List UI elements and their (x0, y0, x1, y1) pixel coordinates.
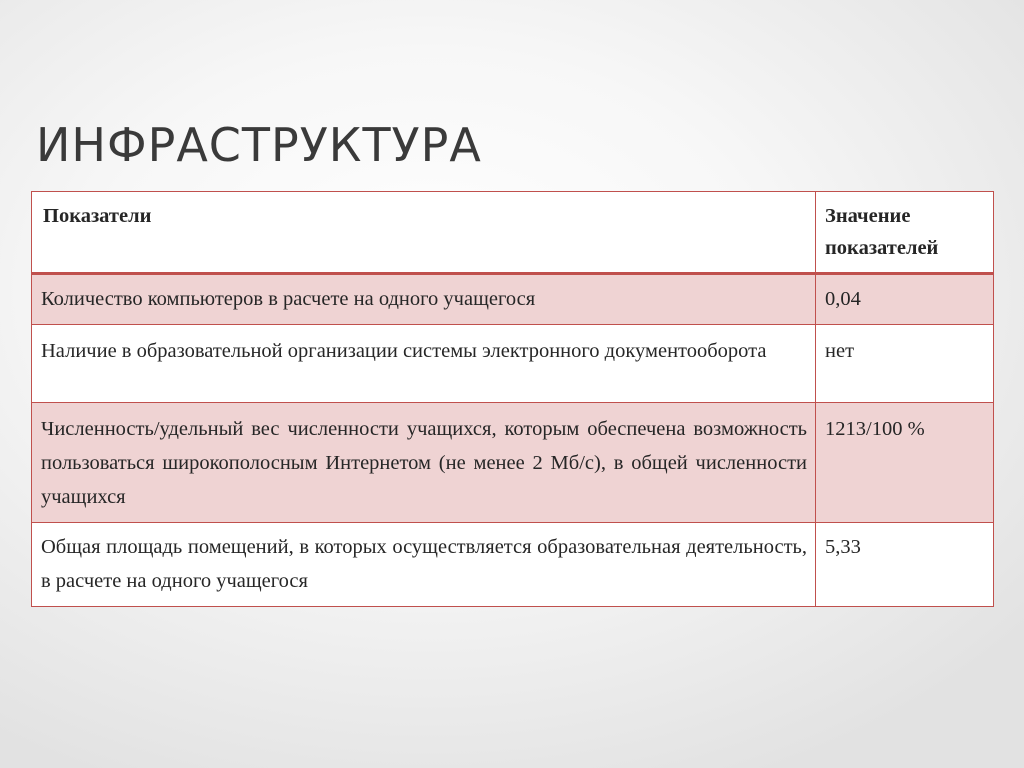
table-row (32, 403, 994, 523)
row-label: Общая площадь помещений, в которых осуществляется образовательная деятельность, в расчете на одного учащегося (32, 523, 816, 607)
header-indicators: Показатели (32, 192, 816, 274)
header-values: Значение показателей (816, 192, 994, 274)
row-value: нет (816, 325, 994, 403)
table-row (32, 274, 994, 325)
table-row (32, 325, 994, 403)
table-row (32, 523, 994, 607)
table-header-row (32, 192, 994, 274)
row-label: Наличие в образовательной организации системы электронного документооборота (32, 325, 816, 403)
infrastructure-table (31, 191, 994, 607)
row-value: 1213/100 % (816, 403, 994, 523)
row-label: Численность/удельный вес численности учащихся, которым обеспечена возможность пользоваться широкополосным Интернетом (не менее 2 Мб/с), в общей численности учащихся (32, 403, 816, 523)
row-value: 5,33 (816, 523, 994, 607)
slide-title: ИНФРАСТРУКТУРА (36, 118, 482, 172)
row-label: Количество компьютеров в расчете на одного учащегося (32, 274, 816, 325)
row-value: 0,04 (816, 274, 994, 325)
